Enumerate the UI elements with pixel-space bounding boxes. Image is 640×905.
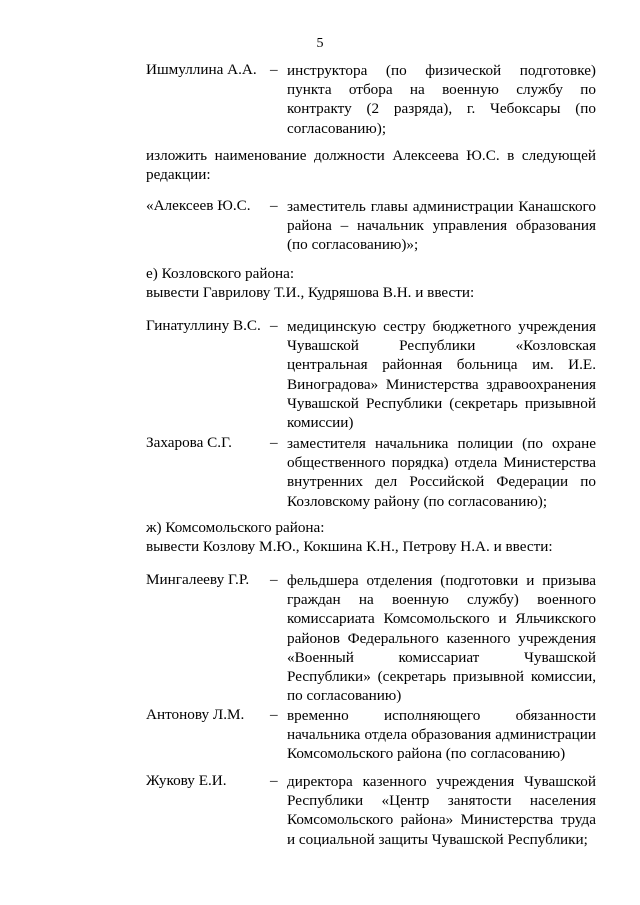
entry-description: временно исполняющего обязанности начальника отдела образования администрации Комсомольского района (по согласованию) bbox=[287, 707, 596, 763]
entry-name: Антонову Л.М. bbox=[146, 706, 245, 723]
section-header-komsomolsky: ж) Комсомольского района: bbox=[146, 519, 325, 536]
entry-dash: – bbox=[270, 706, 278, 723]
section-remove-komsomolsky: вывести Козлову М.Ю., Кокшина К.Н., Петрову Н.А. и ввести: bbox=[146, 538, 553, 555]
entry-name: Захарова С.Г. bbox=[146, 434, 232, 451]
page-number: 5 bbox=[316, 36, 324, 51]
entry-dash: – bbox=[270, 571, 278, 588]
section-header-kozlovsky: е) Козловского района: bbox=[146, 265, 295, 282]
entry-name: «Алексеев Ю.С. bbox=[146, 197, 251, 214]
paragraph-alekseev bbox=[107, 146, 596, 184]
entry-dash: – bbox=[270, 317, 278, 334]
section-remove-kozlovsky: вывести Гаврилову Т.И., Кудряшова В.Н. и ввести: bbox=[146, 284, 475, 301]
entry-description: заместитель главы администрации Канашского района – начальник управления образования (по согласованию)»; bbox=[287, 198, 596, 254]
entry-description: директора казенного учреждения Чувашской Республики «Центр занятости населения Комсомольского района» Министерства труда и социальной защиты Чувашской Республики; bbox=[287, 773, 596, 848]
entry-name: Гинатуллину В.С. bbox=[146, 317, 261, 334]
entry-description: фельдшера отделения (подготовки и призыва граждан на военную службу) военного комиссариата Комсомольского и Яльчикского районов Федерального казенного учреждения «Военный комиссариат Чувашской Республики» (секретарь призывной комиссии, по согласованию) bbox=[287, 572, 596, 705]
entry-name: Мингалееву Г.Р. bbox=[146, 571, 250, 588]
entry-name: Ишмуллина А.А. bbox=[146, 61, 257, 78]
entry-dash: – bbox=[270, 434, 278, 451]
entry-name: Жукову Е.И. bbox=[146, 772, 227, 789]
entry-dash: – bbox=[270, 61, 278, 78]
paragraph-text: изложить наименование должности Алексеева Ю.С. в следующей редакции: bbox=[146, 147, 596, 184]
entry-dash: – bbox=[270, 772, 278, 789]
entry-dash: – bbox=[270, 197, 278, 214]
entry-description: медицинскую сестру бюджетного учреждения Чувашской Республики «Козловская центральная районная больница им. И.Е. Виноградова» Министерства здравоохранения Чувашской Республики (секретарь призывной комиссии) bbox=[287, 318, 596, 432]
entry-description: инструктора (по физической подготовке) пункта отбора на военную службу по контракту (2 разряда), г. Чебоксары (по согласованию); bbox=[287, 62, 596, 137]
entry-description: заместителя начальника полиции (по охране общественного порядка) отдела Министерства внутренних дел Российской Федерации по Козловскому району (по согласованию); bbox=[287, 435, 596, 510]
